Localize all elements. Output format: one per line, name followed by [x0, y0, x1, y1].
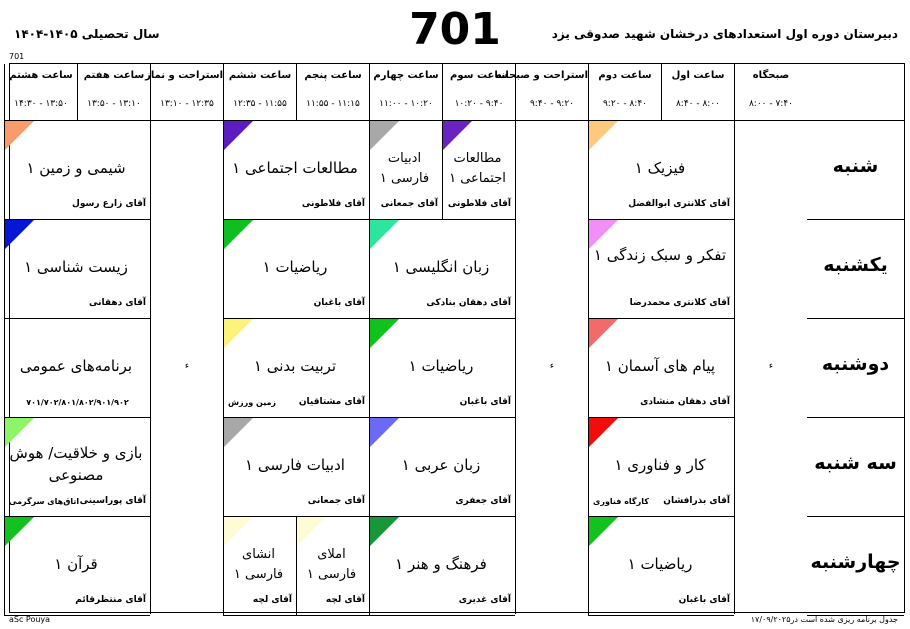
color-corner	[224, 418, 253, 447]
lesson-cell	[442, 121, 515, 220]
lesson-room: زمین ورزش	[228, 398, 277, 407]
footer-date: جدول برنامه ریزی شده است در۱۷/۰۹/۲۰۲۵	[750, 615, 898, 624]
lesson-teacher: آقای باغبان	[678, 595, 730, 605]
school-name: دبیرستان دوره اول استعدادهای درخشان شهید صدوقی یزد	[551, 27, 898, 41]
lesson-teacher: آقای لچه	[252, 595, 292, 605]
lesson-cell	[588, 121, 734, 220]
lesson-name: شیمی و زمین ۱	[26, 159, 126, 177]
lesson-teacher: آقای دهقانی	[89, 298, 146, 308]
period-name: ساعت سوم	[450, 70, 508, 81]
lesson-teacher: آقای مشتاقیان	[298, 397, 365, 407]
lesson-room: کارگاه فناوری	[593, 497, 649, 506]
lesson-teacher: آقای کلانتری ابوالفضل	[628, 199, 730, 209]
color-corner	[224, 220, 253, 249]
period-header	[223, 64, 296, 121]
lesson-teacher: آقای دهقان منشادی	[640, 397, 730, 407]
lesson-cell	[588, 418, 734, 517]
period-time: ۱۴:۳۰ - ۱۳:۵۰	[14, 99, 68, 109]
lesson-cell	[223, 220, 369, 319]
color-corner	[589, 319, 618, 348]
lesson-teacher: آقای کلانتری محمدرضا	[629, 298, 730, 308]
lesson-cell	[223, 517, 296, 616]
lesson-cell	[223, 121, 369, 220]
day-name: سه شنبه	[814, 452, 897, 474]
lesson-cell	[4, 319, 150, 418]
lesson-name: ادبیات فارسی ۱	[245, 456, 345, 474]
period-name: ساعت چهارم	[373, 70, 439, 81]
period-time: ۱۲:۳۵ - ۱۱:۵۵	[233, 99, 287, 109]
lesson-cell	[588, 319, 734, 418]
lesson-name: بازی و خلاقیت/ هوش مصنوعی	[9, 444, 143, 484]
lesson-name: تفکر و سبک زندگی ۱	[593, 246, 727, 264]
lesson-teacher: آقای جعفری	[455, 496, 511, 506]
day-name: چهارشنبه	[810, 551, 901, 573]
lesson-name: زبان عربی ۱	[401, 456, 481, 474]
lesson-name: فرهنگ و هنر ۱	[395, 555, 487, 573]
period-name: ساعت اول	[671, 70, 725, 81]
lesson-cell	[369, 121, 442, 220]
lesson-cell	[588, 220, 734, 319]
period-header	[661, 64, 734, 121]
lesson-name: پیام های آسمان ۱	[604, 357, 716, 375]
lesson-cell	[369, 517, 515, 616]
period-time: ۱۱:۰۰ - ۱۰:۲۰	[379, 99, 433, 109]
break-column	[515, 121, 588, 614]
day-cell	[807, 220, 904, 319]
color-corner	[5, 121, 34, 150]
lesson-teacher: آقای فلاطونی	[447, 199, 511, 209]
color-corner	[370, 517, 399, 546]
break-mark: ء	[549, 361, 555, 371]
academic-year: سال تحصیلی ۱۴۰۵-۱۴۰۴	[14, 27, 160, 41]
class-code: 701	[9, 52, 25, 61]
page-title: 701	[409, 4, 501, 55]
color-corner	[5, 517, 34, 546]
break-column	[150, 121, 223, 614]
period-time: ۸:۰۰ - ۷:۴۰	[748, 99, 794, 109]
color-corner	[589, 121, 618, 150]
period-time: ۹:۴۰ - ۹:۲۰	[529, 99, 575, 109]
day-name: شنبه	[832, 155, 879, 177]
lesson-cell	[4, 418, 150, 517]
color-corner	[370, 319, 399, 348]
lesson-name: کار و فناوری ۱	[614, 456, 706, 474]
color-corner	[224, 319, 253, 348]
lesson-cell	[369, 220, 515, 319]
color-corner	[5, 220, 34, 249]
day-cell	[807, 517, 904, 616]
period-time: ۱۳:۱۰ - ۱۲:۳۵	[160, 99, 214, 109]
lesson-teacher: آقای بذرافشان	[663, 496, 730, 506]
period-name: ساعت پنجم	[304, 70, 362, 81]
period-name: صبحگاه	[752, 70, 790, 81]
lesson-cell	[588, 517, 734, 616]
period-time: ۸:۴۰ - ۸:۰۰	[675, 99, 721, 109]
color-corner	[589, 418, 618, 447]
color-corner	[297, 517, 326, 546]
lesson-cell	[223, 319, 369, 418]
color-corner	[443, 121, 472, 150]
period-header	[442, 64, 515, 121]
lesson-cell	[4, 220, 150, 319]
lesson-cell	[369, 319, 515, 418]
lesson-name: ریاضیات ۱	[262, 258, 328, 276]
period-time: ۱۱:۵۵ - ۱۱:۱۵	[306, 99, 360, 109]
lesson-name: ادبیات فارسی ۱	[379, 151, 430, 186]
timetable-grid	[9, 63, 905, 613]
period-name: ساعت ششم	[228, 70, 292, 81]
lesson-room: ۷۰۱/۷۰۲/۸۰۱/۸۰۲/۹۰۱/۹۰۲	[26, 398, 129, 407]
period-time: ۱۰:۲۰ - ۹:۴۰	[454, 99, 504, 109]
day-cell	[807, 121, 904, 220]
color-corner	[224, 121, 253, 150]
color-corner	[224, 517, 253, 546]
lesson-cell	[296, 517, 369, 616]
period-header	[77, 64, 150, 121]
lesson-name: مطالعات اجتماعی ۱	[232, 159, 358, 177]
lesson-cell	[4, 121, 150, 220]
period-header	[734, 64, 807, 121]
lesson-name: زبان انگلیسی ۱	[392, 258, 490, 276]
lesson-name: ریاضیات ۱	[408, 357, 474, 375]
lesson-cell	[369, 418, 515, 517]
period-time: ۹:۲۰ - ۸:۴۰	[602, 99, 648, 109]
period-header	[296, 64, 369, 121]
lesson-teacher: آقای فلاطونی	[301, 199, 365, 209]
break-mark: ء	[768, 361, 774, 371]
lesson-teacher: آقای زارع رسول	[72, 199, 146, 209]
lesson-name: مطالعات اجتماعی ۱	[449, 151, 506, 186]
lesson-cell	[223, 418, 369, 517]
lesson-teacher: آقای دهقان بنادکی	[426, 298, 511, 308]
day-name: یکشنبه	[823, 254, 888, 276]
lesson-name: تربیت بدنی ۱	[253, 357, 337, 375]
lesson-teacher: آقای منتظرقائم	[75, 595, 146, 605]
period-name: استراحت و صبحانه	[495, 70, 588, 81]
period-header	[495, 64, 588, 121]
lesson-teacher: آقای باغبان	[459, 397, 511, 407]
color-corner	[370, 220, 399, 249]
lesson-name: قرآن ۱	[54, 555, 98, 573]
period-header	[145, 64, 223, 121]
color-corner	[370, 418, 399, 447]
lesson-teacher: آقای لچه	[325, 595, 365, 605]
lesson-teacher: آقای غدیری	[458, 595, 511, 605]
footer-software: aSc Pouya	[9, 615, 51, 624]
lesson-teacher: آقای جمعانی	[307, 496, 365, 506]
color-corner	[370, 121, 399, 150]
corner-cell	[807, 64, 904, 121]
period-header	[369, 64, 442, 121]
period-name: ساعت هشتم	[9, 70, 73, 81]
period-header	[588, 64, 661, 121]
lesson-cell	[4, 517, 150, 616]
break-mark: ء	[184, 361, 190, 371]
lesson-teacher: آقای باغبان	[313, 298, 365, 308]
lesson-name: زیست شناسی ۱	[24, 258, 128, 276]
break-column	[734, 121, 807, 614]
period-header	[4, 64, 77, 121]
period-name: استراحت و نماز	[145, 70, 223, 81]
color-corner	[589, 517, 618, 546]
lesson-teacher: آقای پوراسینی	[79, 496, 146, 506]
lesson-name: ریاضیات ۱	[627, 555, 693, 573]
day-cell	[807, 319, 904, 418]
lesson-name: فیزیک ۱	[634, 159, 686, 177]
lesson-name: املای فارسی ۱	[306, 547, 357, 582]
day-name: دوشنبه	[821, 353, 890, 375]
lesson-room: اتاق‌های سرگرمی	[9, 497, 80, 506]
lesson-teacher: آقای جمعانی	[380, 199, 438, 209]
lesson-name: برنامه‌های عمومی	[19, 357, 133, 375]
day-cell	[807, 418, 904, 517]
lesson-name: انشای فارسی ۱	[233, 547, 284, 582]
period-time: ۱۳:۵۰ - ۱۳:۱۰	[87, 99, 141, 109]
period-name: ساعت دوم	[598, 70, 652, 81]
period-name: ساعت هفتم	[83, 70, 145, 81]
